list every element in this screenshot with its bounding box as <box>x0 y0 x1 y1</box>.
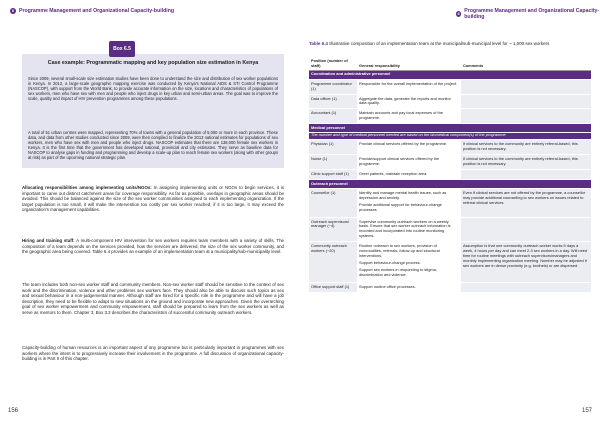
responsibility-item: Support sex workers in responding to stigma, discrimination and violence. <box>359 266 437 277</box>
box-paragraph-2: A total of 51 urban centres were mapped, representing 70% of towns with a general population of 5,000 or more in each province. These data, and data from other studies conducted since 2009, were then compiled to finalize the 2013 national estimates for populations of sex workers, men who have sex with men and people who inject drugs. NASCOP estimates that there are 138,000 female sex workers in Kenya. It is the first time that the government has developed national, provincial and city estimates. They serve as baseline data for NASCOP to analyse gaps in funding and programming and develop a scale-up plan to reach female sex workers (along with other groups at risk) as part of the upcoming national strategic plan. <box>28 130 278 161</box>
cell-responsibility: Supervise community outreach workers on a weekly basis. Ensure that sex worker outreach information is recorded and incorporated into routine monitoring systems. <box>357 217 461 242</box>
table-row <box>309 188 591 217</box>
implementation-team-table <box>309 58 591 293</box>
responsibility-item: Routine outreach to sex workers, provision of commodities, referrals, follow-up and structural interventions. <box>359 243 440 258</box>
running-header-title: Programme Management and Organizational Capacity-building <box>19 8 175 14</box>
cell-position: Programme coordinator (1) <box>309 79 357 94</box>
section-label: Coordination and administrative personnel <box>309 70 591 79</box>
cell-responsibility: Provide/support clinical services offered by the programme. <box>357 155 461 170</box>
page-number-right: 157 <box>581 408 592 414</box>
cell-comments <box>461 94 591 109</box>
section-label: Medical personnel <box>309 124 591 133</box>
chapter-number-badge: 6 <box>457 11 460 16</box>
table-row <box>309 140 591 155</box>
running-header-left <box>10 8 174 14</box>
section-note-row <box>309 133 591 140</box>
cell-position: Nurse (1) <box>309 155 357 170</box>
box-label-tab: Box 6.5 <box>109 41 135 57</box>
table-row <box>309 242 591 282</box>
section-note: The number and type of medical personnel needed are based on the biomedical component(s) of the programme <box>309 133 591 140</box>
cell-responsibility: Provide clinical services offered by the programme. <box>357 140 461 155</box>
running-header-title: Programme Management and Organizational Capacity-building <box>464 8 600 20</box>
cell-comments <box>461 217 591 242</box>
section-row-outreach <box>309 180 591 189</box>
column-header-position: Position (number of staff) <box>309 58 357 70</box>
table-row <box>309 282 591 292</box>
responsibility-item: Identify and manage mental health issues, such as depression and anxiety. <box>359 189 447 200</box>
table-caption <box>309 41 587 46</box>
cell-position: Physician (1) <box>309 140 357 155</box>
cell-position: Data officer (1) <box>309 94 357 109</box>
body-paragraph-capacity: Capacity-building of human resources is an important aspect of any programme but is particularly important in programmes with sex workers where the intent is to progressively increase their involvement in the programme. A full discussion of organizational capacity-building is in Part II of this chapter. <box>22 345 284 361</box>
body-paragraph-hiring <box>22 238 284 255</box>
paragraph-lead: Hiring and training staff: <box>22 238 75 243</box>
page-number-left: 156 <box>8 408 19 414</box>
table-caption-text: Illustrative composition of an implementation team at the municipal/sub-municipal level for ~ 1,000 sex workers <box>327 41 550 46</box>
section-row-coordination <box>309 70 591 79</box>
cell-comments <box>461 79 591 94</box>
running-header-right <box>456 8 600 20</box>
paragraph-text: In assigning implementing units or NGOs to begin services, it is important to carve out distinct catchment areas for coverage responsibility. As far as possible, overlaps in geographic areas should be avoided. This should be balanced against the size of the sex worker communities assigned to each implementing organization. If the target population is too small, it will make the intervention too costly per sex worker reached; if it is too large, it may exceed the organization's management capabilities. <box>22 185 285 212</box>
box-title: Case example: Programmatic mapping and key population size estimation in Kenya <box>47 60 259 66</box>
cell-position: Clinic support staff (1) <box>309 170 357 180</box>
body-paragraph-allocating <box>22 185 284 213</box>
cell-comments <box>461 170 591 180</box>
cell-comments: If clinical services to the community are entirely referral-based, this position is not necessary. <box>461 140 591 155</box>
table-row <box>309 170 591 180</box>
paragraph-text: A multi-component HIV intervention for sex workers requires team members with a variety of skills. The composition of a team depends on the services provided, how the services are delivered, the size of the sex worker community, and the geographic area being covered. Table 6.4 provides an example of an implementation team at a municipality/sub-municipality level. <box>22 238 284 254</box>
cell-position: Office support staff (1) <box>309 282 357 292</box>
table-header-row <box>309 58 591 70</box>
cell-comments <box>461 109 591 124</box>
cell-position: Community outreach workers (~20) <box>309 242 357 282</box>
paragraph-lead: Allocating responsibilities among implementing units/NGOs: <box>22 185 152 190</box>
case-example-box <box>22 54 284 168</box>
box-paragraph-1: Since 2009, several small-scale size estimation studies have been done to understand the size and distribution of sex worker populations in Kenya. In 2012, a large-scale geographic mapping exercise was conducted by Kenya's National AIDS & STI Control Programme (NASCOP), with support from the World Bank, to provide accurate information on the size, locations and characteristics of populations of sex workers, men who have sex with men and people who inject drugs in key urban and semi-urban areas. The goal was to improve the scale, quality and impact of HIV prevention programmes among these populations. <box>28 76 278 102</box>
cell-position: Outreach supervisors/ manager (~4) <box>309 217 357 242</box>
column-header-responsibility: General responsibility <box>357 58 461 70</box>
cell-comments: If clinical services to the community are entirely referral-based, this position is not necessary. <box>461 155 591 170</box>
chapter-number-badge: 6 <box>11 8 15 13</box>
table-row <box>309 94 591 109</box>
table-row <box>309 109 591 124</box>
cell-responsibility <box>357 242 461 282</box>
table-caption-label: Table 6.4 <box>309 41 328 46</box>
cell-comments: Assumption is that one community outreach worker works 5 days a week, 4 hours per day and can meet 2-3 sex workers in a day. Will need time for routine meetings with outreach supervisors/managers and monthly implementing organization meeting. Number may be adjusted if sex workers are in dense proximity (e.g. brothels) or are dispersed. <box>461 242 591 282</box>
cell-comments <box>461 282 591 292</box>
table-row <box>309 155 591 170</box>
cell-responsibility: Maintain accounts and pay local expenses of the programme. <box>357 109 461 124</box>
column-header-comments: Comments <box>461 58 591 70</box>
cell-position: Counsellor (1) <box>309 188 357 217</box>
table-row <box>309 217 591 242</box>
body-paragraph-team: The team includes both non-sex worker staff and community members. Non-sex worker staff should be sensitive to the context of sex work and the discrimination, violence and other problems sex workers face. They should also be able to discuss such topics as sex and sexual behaviour in a non-judgemental manner. Although staff are hired for a specific role in the programme and will have a job description, they need to be flexible to adapt to new situations on the ground and incorporate new approaches. Given the overarching goal of sex worker empowerment and community empowerment, staff should be prepared to learn from the sex workers as well as serve as mentors to them. Chapter 3, Box 3.3 describes the characteristics of successful community outreach workers. <box>22 282 284 315</box>
responsibility-item: Support behaviour-change process. <box>359 259 421 265</box>
cell-responsibility: Greet patients, maintain reception area. <box>357 170 461 180</box>
responsibility-item: Provide additional support for behaviour-change processes <box>359 201 442 212</box>
cell-responsibility: Aggregate the data, generate the reports and monitor data quality. <box>357 94 461 109</box>
table-row <box>309 79 591 94</box>
cell-position: Accountant (1) <box>309 109 357 124</box>
cell-responsibility: Responsible for the overall implementation of the project. <box>357 79 461 94</box>
section-label: Outreach personnel <box>309 180 591 189</box>
cell-comments: Even if clinical services are not offered by the programme, a counsellor may provide additional counselling to sex workers on issues related to referral clinical services. <box>461 188 591 217</box>
cell-responsibility <box>357 188 461 217</box>
cell-responsibility: Support routine office processes. <box>357 282 461 292</box>
